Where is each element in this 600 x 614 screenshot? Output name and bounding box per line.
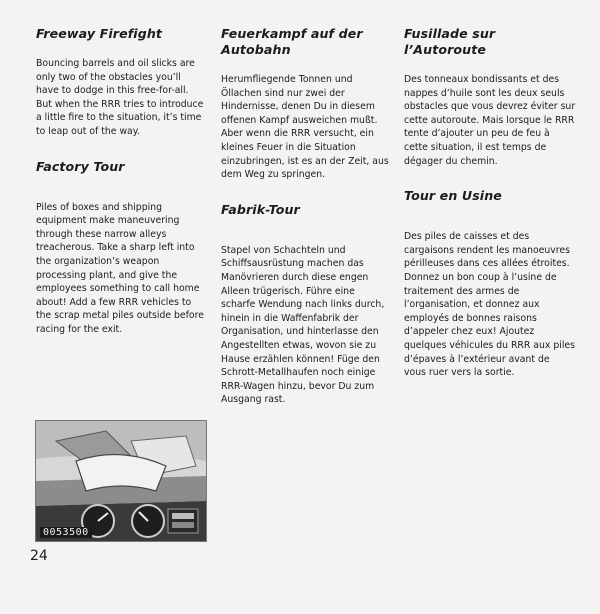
text-line: Organisation, und hinterlasse den (221, 326, 379, 338)
heading-tour-en-usine: Tour en Usine (404, 188, 502, 204)
text-line: nappes d’huile sont les deux seuls (404, 87, 565, 99)
text-line: scharfe Wendung nach links durch, (221, 299, 385, 311)
text-line: Öllachen sind nur zwei der (221, 87, 345, 99)
text-line: tente d’ajouter un peu de feu à (404, 128, 550, 140)
text-line: RRR-Wagen hinzu, bevor Du zum (221, 380, 375, 392)
heading-feuerkampf-line1: Feuerkampf auf der (221, 26, 363, 41)
column-english (36, 26, 206, 337)
text-line: einzubringen, ist es an der Zeit, aus (221, 155, 389, 167)
text-line: the scrap metal piles outside before (36, 310, 204, 322)
text-line: offenen Kampf ausweichen mußt. (221, 114, 378, 126)
paragraph-freeway-firefight (36, 57, 206, 139)
heading-fabrik-tour: Fabrik-Tour (221, 201, 300, 217)
text-line: equipment make maneuvering (36, 215, 180, 227)
text-line: dem Weg zu springen. (221, 169, 326, 181)
text-line: through these narrow alleys (36, 228, 167, 240)
text-line: But when the RRR tries to introduce (36, 98, 204, 110)
text-line: cette autoroute. Mais lorsque le RRR (404, 114, 575, 126)
text-line: treacherous. Take a sharp left into (36, 242, 195, 254)
text-line: Piles of boxes and shipping (36, 201, 162, 213)
text-line: traitement des armes de (404, 285, 520, 297)
text-line: Hause erzählen können! Füge den (221, 353, 380, 365)
text-line: have to dodge in this free-for-all. (36, 85, 189, 97)
text-line: about! Add a few RRR vehicles to (36, 296, 192, 308)
text-line: cette situation, il est temps de (404, 141, 547, 153)
text-line: Angestellten etwas, wovon sie zu (221, 339, 377, 351)
text-line: Schiffsausrüstung machen das (221, 258, 364, 270)
text-line: Aber wenn die RRR versucht, ein (221, 128, 374, 140)
text-line: Hindernisse, denen Du in diesem (221, 101, 375, 113)
text-line: Ausgang rast. (221, 394, 286, 406)
text-line: dégager du chemin. (404, 155, 498, 167)
text-line: Donnez un bon coup à l’usine de (404, 271, 557, 283)
paragraph-feuerkampf (221, 73, 389, 182)
text-line: kleines Feuer in die Situation (221, 141, 356, 153)
text-line: vous ruer vers la sortie. (404, 367, 515, 379)
column-german (221, 26, 389, 407)
text-line: racing for the exit. (36, 323, 123, 335)
game-scene-illustration (36, 421, 206, 541)
text-line: cargaisons rendent les manoeuvres (404, 244, 570, 256)
text-line: employees something to call home (36, 283, 200, 295)
score-counter: 0053500 (40, 527, 92, 538)
page-number: 24 (30, 548, 48, 564)
paragraph-factory-tour (36, 201, 206, 337)
text-line: Stapel von Schachteln und (221, 244, 346, 256)
text-line: to leap out of the way. (36, 125, 140, 137)
text-line: obstacles que vous devrez éviter sur (404, 101, 576, 113)
text-line: Alleen trügerisch. Führe eine (221, 285, 355, 297)
heading-feuerkampf-line2: Autobahn (221, 42, 291, 57)
text-line: Manövrieren durch diese engen (221, 271, 369, 283)
text-line: l’organisation, et donnez aux (404, 299, 540, 311)
text-line: hinein in die Waffenfabrik der (221, 312, 359, 324)
heading-freeway-firefight: Freeway Firefight (36, 26, 163, 41)
text-line: d’épaves à l’extérieur avant de (404, 353, 550, 365)
text-line: the organization’s weapon (36, 255, 160, 267)
text-line: Bouncing barrels and oil slicks are (36, 58, 195, 69)
text-line: Herumfliegende Tonnen und (221, 74, 353, 85)
game-screenshot-image (35, 420, 207, 542)
text-line: quelques véhicules du RRR aux piles (404, 339, 575, 351)
text-line: Des piles de caisses et des (404, 231, 530, 243)
text-line: périlleuses dans ces allées étroites. (404, 258, 570, 270)
text-line: processing plant, and give the (36, 269, 178, 281)
text-line: a little fire to the situation, it’s time (36, 112, 202, 124)
text-line: Des tonneaux bondissants et des (404, 74, 560, 85)
paragraph-fabrik-tour (221, 244, 389, 407)
heading-fusillade: Fusillade sur l’Autoroute (404, 26, 496, 57)
text-line: employés de bonnes raisons (404, 312, 537, 324)
column-french (404, 26, 576, 380)
text-line: d’appeler chez eux! Ajoutez (404, 326, 535, 338)
text-line: only two of the obstacles you’ll (36, 71, 181, 83)
text-line: Schrott-Metallhaufen noch einige (221, 367, 376, 379)
paragraph-fusillade (404, 73, 576, 168)
paragraph-tour-en-usine (404, 230, 576, 380)
heading-factory-tour: Factory Tour (36, 158, 125, 174)
